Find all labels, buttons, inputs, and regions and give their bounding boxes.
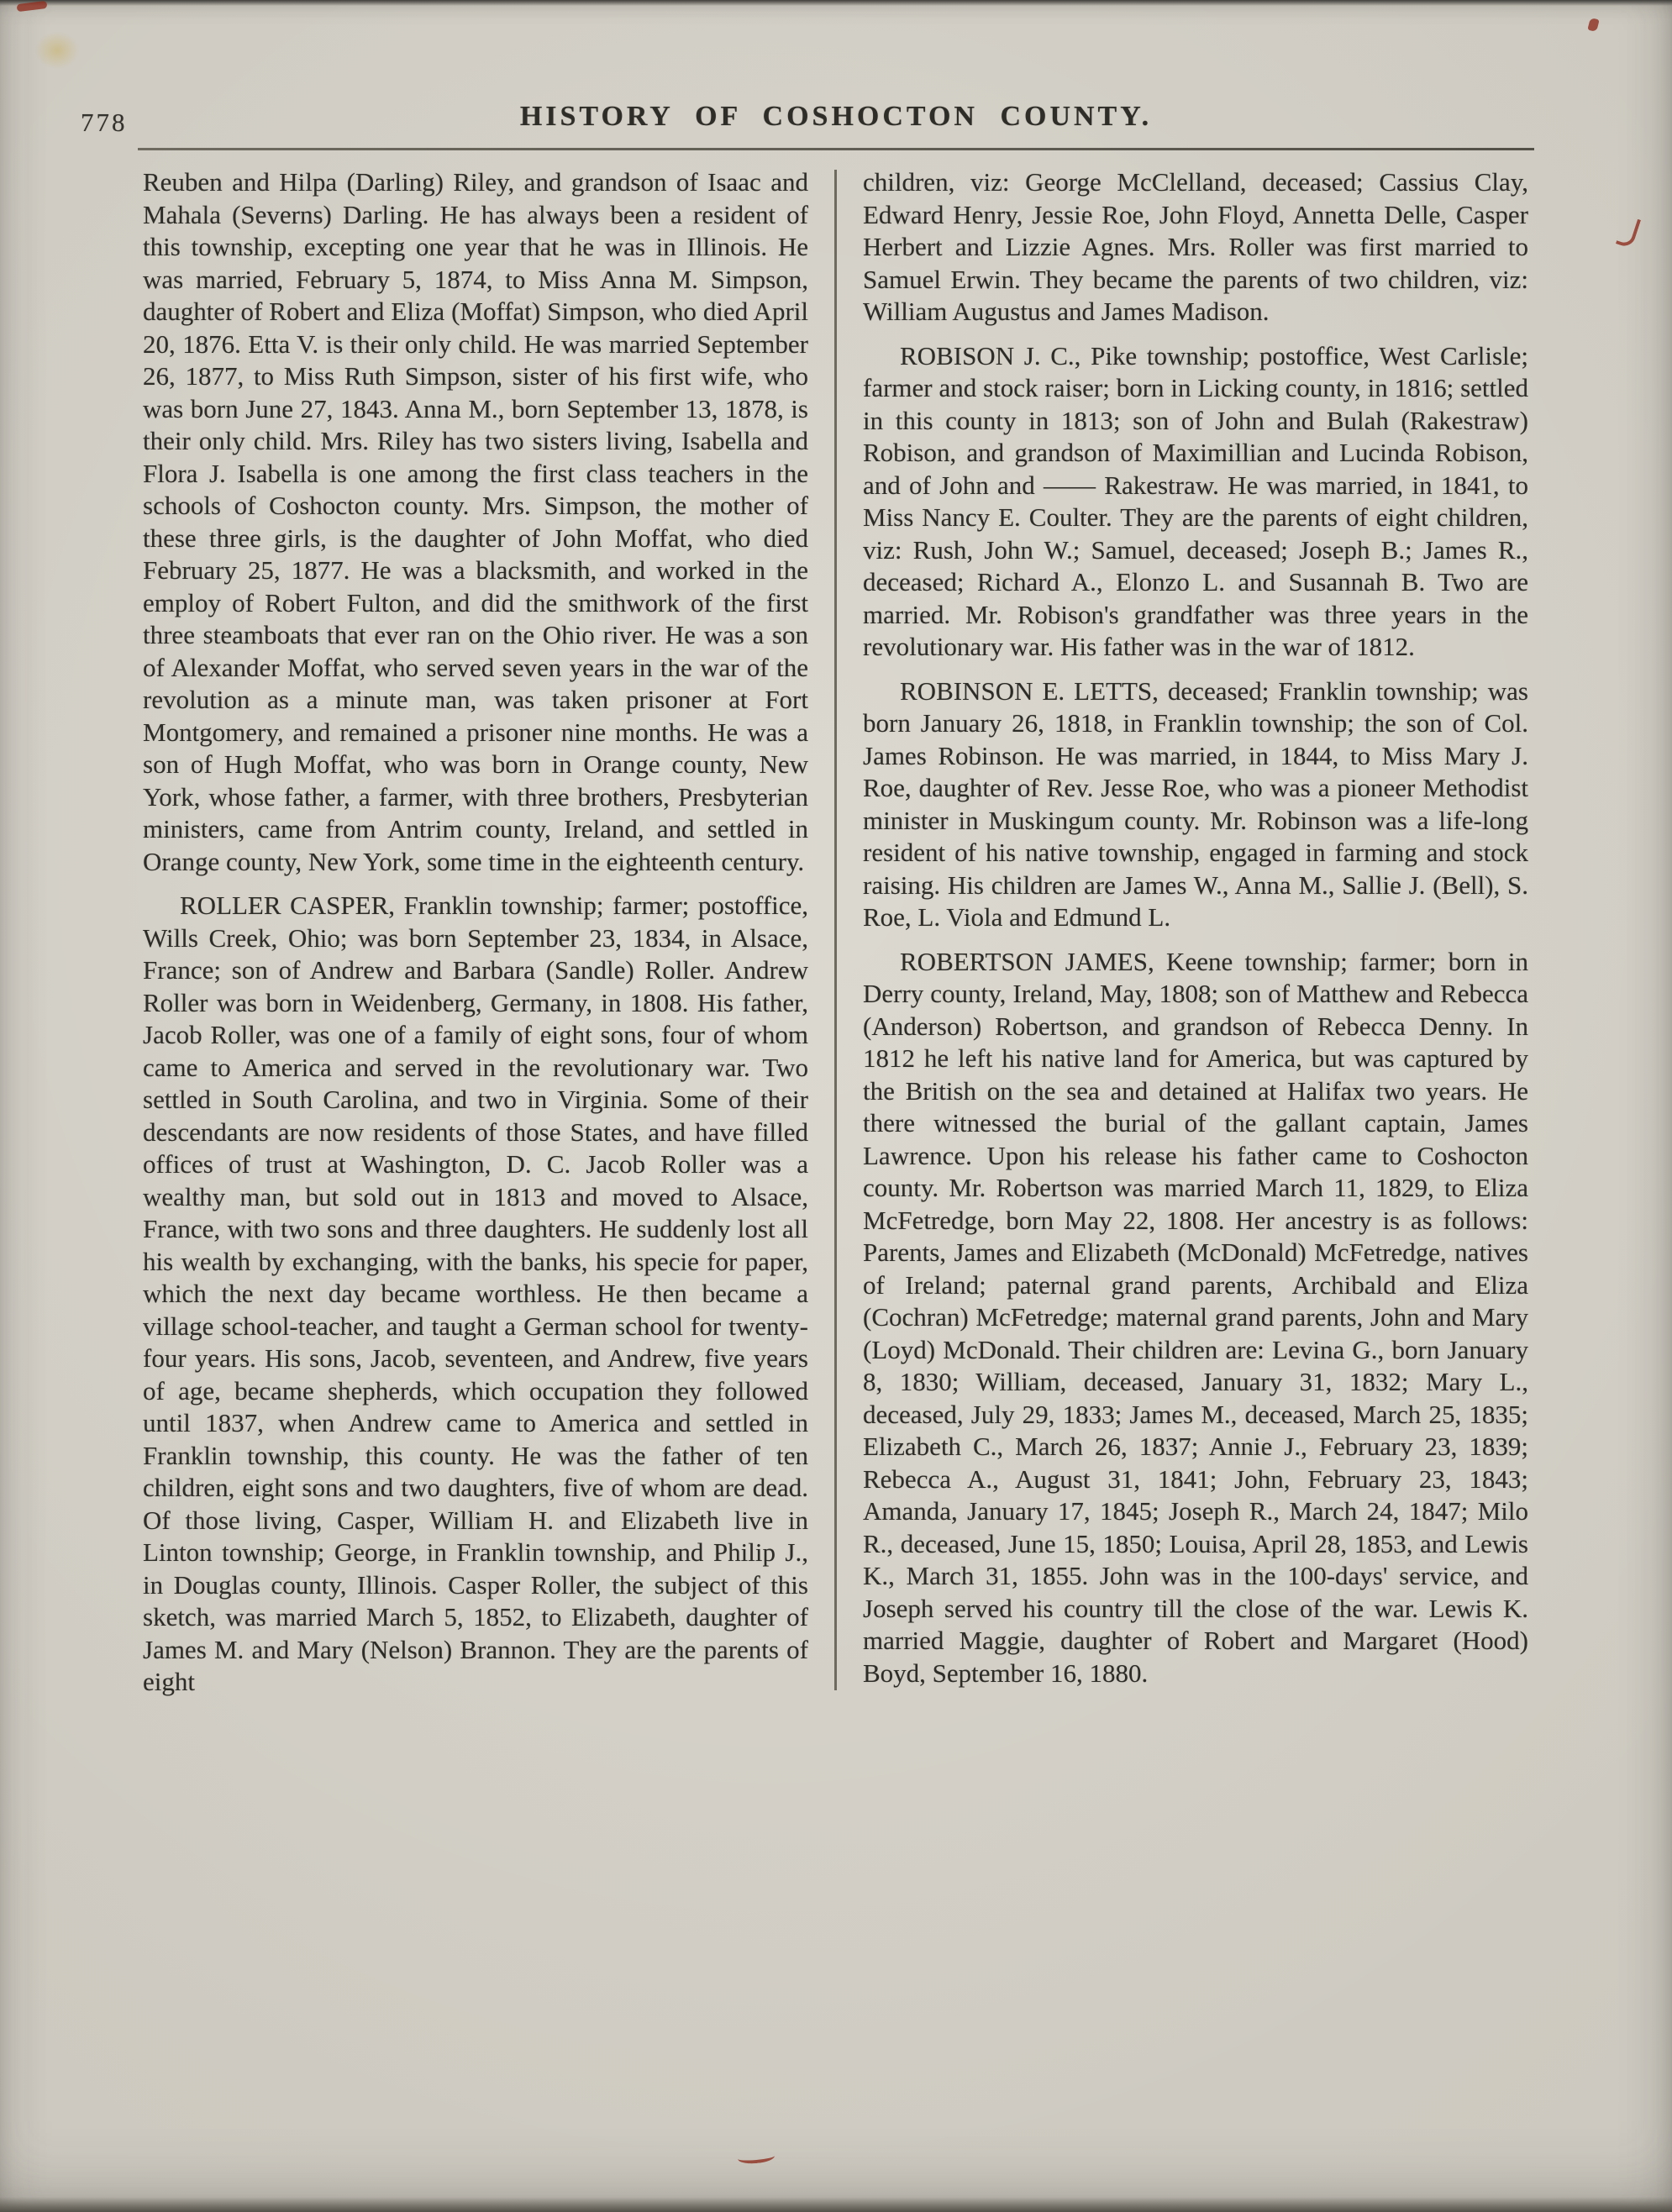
page-header xyxy=(0,101,1672,144)
paragraph-riley-continuation: Reuben and Hilpa (Darling) Riley, and grandson of Isaac and Mahala (Severns) Darling. He has always been a resident of this township, excepting one year that he was in Illinois. He was married, February 5, 1874, to Miss Anna M. Simpson, daughter of Robert and Eliza (Moffat) Simpson, who died April 20, 1876. Etta V. is their only child. He was married September 26, 1877, to Miss Ruth Simpson, sister of his first wife, who was born June 27, 1843. Anna M., born September 13, 1878, is their only child. Mrs. Riley has two sisters living, Isabella and Flora J. Isabella is one among the first class teachers in the schools of Coshocton county. Mrs. Simpson, the mother of these three girls, is the daughter of John Moffat, who died February 25, 1877. He was a blacksmith, and worked in the employ of Robert Fulton, and did the smithwork of the first three steamboats that ever ran on the Ohio river. He was a son of Alexander Moffat, who served seven years in the war of the revolution as a minute man, was taken prisoner at Fort Montgomery, and remained a prisoner nine months. He was a son of Hugh Moffat, who was born in Orange county, New York, whose father, a farmer, with three brothers, Presbyterian ministers, came from Antrim county, Ireland, and settled in Orange county, New York, some time in the eighteenth century. xyxy=(143,167,808,876)
left-column xyxy=(143,166,808,1699)
paragraph-robertson-james: ROBERTSON JAMES, Keene township; farmer; born in Derry county, Ireland, May, 1808; son of Matthew and Rebecca (Anderson) Robertson, and grandson of Rebecca Denny. In 1812 he left his native land for America, but was captured by the British on the sea and detained at Halifax two years. He there witnessed the burial of the gallant captain, James Lawrence. Upon his release his father came to Coshocton county. Mr. Robertson was married March 11, 1829, to Eliza McFetredge, born May 22, 1808. Her ancestry is as follows: Parents, James and Elizabeth (McDonald) McFetredge, natives of Ireland; paternal grand parents, Archibald and Eliza (Cochran) McFetredge; maternal grand parents, John and Mary (Loyd) McDonald. Their children are: Levina G., born January 8, 1830; William, deceased, January 31, 1832; Mary L., deceased, July 29, 1833; James M., deceased, March 25, 1835; Elizabeth C., March 26, 1837; Annie J., February 23, 1839; Rebecca A., August 31, 1841; John, February 23, 1843; Amanda, January 17, 1845; Joseph R., March 24, 1847; Milo R., deceased, June 15, 1850; Louisa, April 28, 1853, and Lewis K., March 31, 1855. John was in the 100-days' service, and Joseph served his country till the close of the war. Lewis K. married Maggie, daughter of Robert and Margaret (Hood) Boyd, September 16, 1880. xyxy=(863,946,1528,1688)
scan-pen-mark-top-right xyxy=(1587,18,1599,32)
paragraph-robinson-e-letts: ROBINSON E. LETTS, deceased; Franklin township; was born January 26, 1818, in Franklin township; the son of Col. James Robinson. He was married, in 1844, to Miss Mary J. Roe, daughter of Rev. Jesse Roe, who was a pioneer Methodist minister in Muskingum county. Mr. Robinson was a life-long resident of his native township, engaged in farming and stock raising. His children are James W., Anna M., Sallie J. (Bell), S. Roe, L. Viola and Edmund L. xyxy=(863,675,1528,932)
scan-stain xyxy=(35,32,79,69)
page-title: HISTORY OF COSHOCTON COUNTY. xyxy=(519,101,1153,132)
paragraph-roller-continuation: children, viz: George McClelland, deceased; Cassius Clay, Edward Henry, Jessie Roe, John Floyd, Annetta Delle, Casper Herbert and Lizzie Agnes. Mrs. Roller was first married to Samuel Erwin. They became the parents of two children, viz: William Augustus and James Madison. xyxy=(863,167,1528,326)
scan-pen-mark-right-edge xyxy=(1616,215,1641,249)
text-columns xyxy=(143,166,1529,1699)
header-rule xyxy=(138,148,1534,150)
paragraph-robison-j-c: ROBISON J. C., Pike township; postoffice, West Carlisle; farmer and stock raiser; born in Licking county, in 1816; settled in this county in 1813; son of John and Bulah (Rakestraw) Robison, and grandson of Maximillian and Lucinda Robison, and of John and —— Rakestraw. He was married, in 1841, to Miss Nancy E. Coulter. They are the parents of eight children, viz: Rush, John W.; Samuel, deceased; Joseph B.; James R., deceased; Richard A., Elonzo L. and Susannah B. Two are married. Mr. Robison's grandfather was three years in the revolutionary war. His father was in the war of 1812. xyxy=(863,340,1528,661)
scan-pen-mark-bottom xyxy=(737,2150,775,2165)
scan-edge-bottom xyxy=(0,2197,1672,2212)
paragraph-roller-casper: ROLLER CASPER, Franklin township; farmer; postoffice, Wills Creek, Ohio; was born September 23, 1834, in Alsace, France; son of Andrew and Barbara (Sandle) Roller. Andrew Roller was born in Weidenberg, Germany, in 1808. His father, Jacob Roller, was one of a family of eight sons, four of whom came to America and served in the revolutionary war. Two settled in South Carolina, and two in Virginia. Some of their descendants are now residents of those States, and have filled offices of trust at Washington, D. C. Jacob Roller was a wealthy man, but sold out in 1813 and moved to Alsace, France, with two sons and three daughters. He suddenly lost all his wealth by exchanging, with the banks, his specie for paper, which the next day became worthless. He then became a village school-teacher, and taught a German school for twenty-four years. His sons, Jacob, seventeen, and Andrew, five years of age, became shepherds, which occupation they followed until 1837, when Andrew came to America and settled in Franklin township, this county. He was the father of ten children, eight sons and two daughters, five of whom are dead. Of those living, Casper, William H. and Elizabeth live in Linton township; George, in Franklin township, and Philip J., in Douglas county, Illinois. Casper Roller, the subject of this sketch, was married March 5, 1852, to Elizabeth, daughter of James M. and Mary (Nelson) Brannon. They are the parents of eight xyxy=(143,891,808,1696)
page-number: 778 xyxy=(81,108,128,137)
right-column xyxy=(863,166,1528,1699)
column-divider xyxy=(834,170,837,1690)
scan-edge-top xyxy=(0,0,1672,6)
